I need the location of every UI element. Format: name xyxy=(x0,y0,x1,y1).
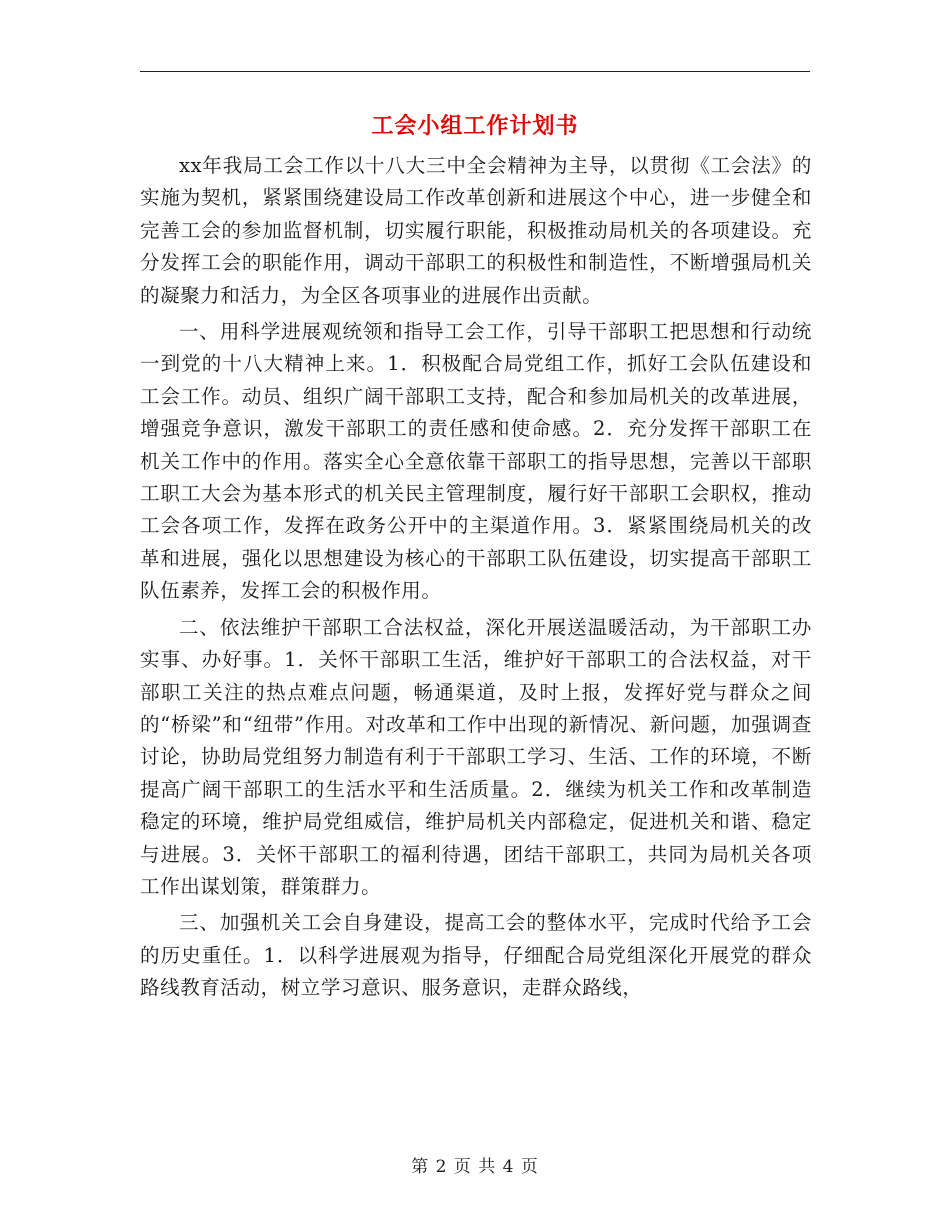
paragraph-intro: xx年我局工会工作以十八大三中全会精神为主导，以贯彻《工会法》的实施为契机，紧紧围绕建设局工作改革创新和进展这个中心，进一步健全和完善工会的参加监督机制，切实履行职能，积极推动局机关的各项建设。充分发挥工会的职能作用，调动干部职工的积极性和制造性，不断增强局机关的凝聚力和活力，为全区各项事业的进展作出贡献。 xyxy=(140,154,812,307)
paragraph-section-3: 三、加强机关工会自身建设，提高工会的整体水平，完成时代给予工会的历史重任。1．以科学进展观为指导，仔细配合局党组深化开展党的群众路线教育活动，树立学习意识、服务意识，走群众路线， xyxy=(140,911,812,1000)
document-title: 工会小组工作计划书 xyxy=(371,113,579,139)
paragraph-section-2: 二、依法维护干部职工合法权益，深化开展送温暖活动，为干部职工办实事、办好事。1．关怀干部职工生活，维护好干部职工的合法权益，对干部职工关注的热点难点问题，畅通渠道，及时上报，发挥好党与群众之间的“桥梁”和“纽带”作用。对改革和工作中出现的新情况、新问题，加强调查讨论，协助局党组努力制造有利于干部职工学习、生活、工作的环境，不断提高广阔干部职工的生活水平和生活质量。2．继续为机关工作和改革制造稳定的环境，维护局党组威信，维护局机关内部稳定，促进机关和谐、稳定与进展。3．关怀干部职工的福利待遇，团结干部职工，共同为局机关各项工作出谋划策，群策群力。 xyxy=(140,615,812,898)
document-body xyxy=(140,150,812,1009)
paragraph-section-1: 一、用科学进展观统领和指导工会工作，引导干部职工把思想和行动统一到党的十八大精神上来。1．积极配合局党组工作，抓好工会队伍建设和工会工作。动员、组织广阔干部职工支持，配合和参加局机关的改革进展，增强竞争意识，激发干部职工的责任感和使命感。2．充分发挥干部职工在机关工作中的作用。落实全心全意依靠干部职工的指导思想，完善以干部职工职工大会为基本形式的机关民主管理制度，履行好干部职工会职权，推动工会各项工作，发挥在政务公开中的主渠道作用。3．紧紧围绕局机关的改革和进展，强化以思想建设为核心的干部职工队伍建设，切实提高干部职工队伍素养，发挥工会的积极作用。 xyxy=(140,320,812,603)
header-rule xyxy=(140,71,810,72)
page-number-footer: 第 2 页 共 4 页 xyxy=(411,1157,539,1177)
